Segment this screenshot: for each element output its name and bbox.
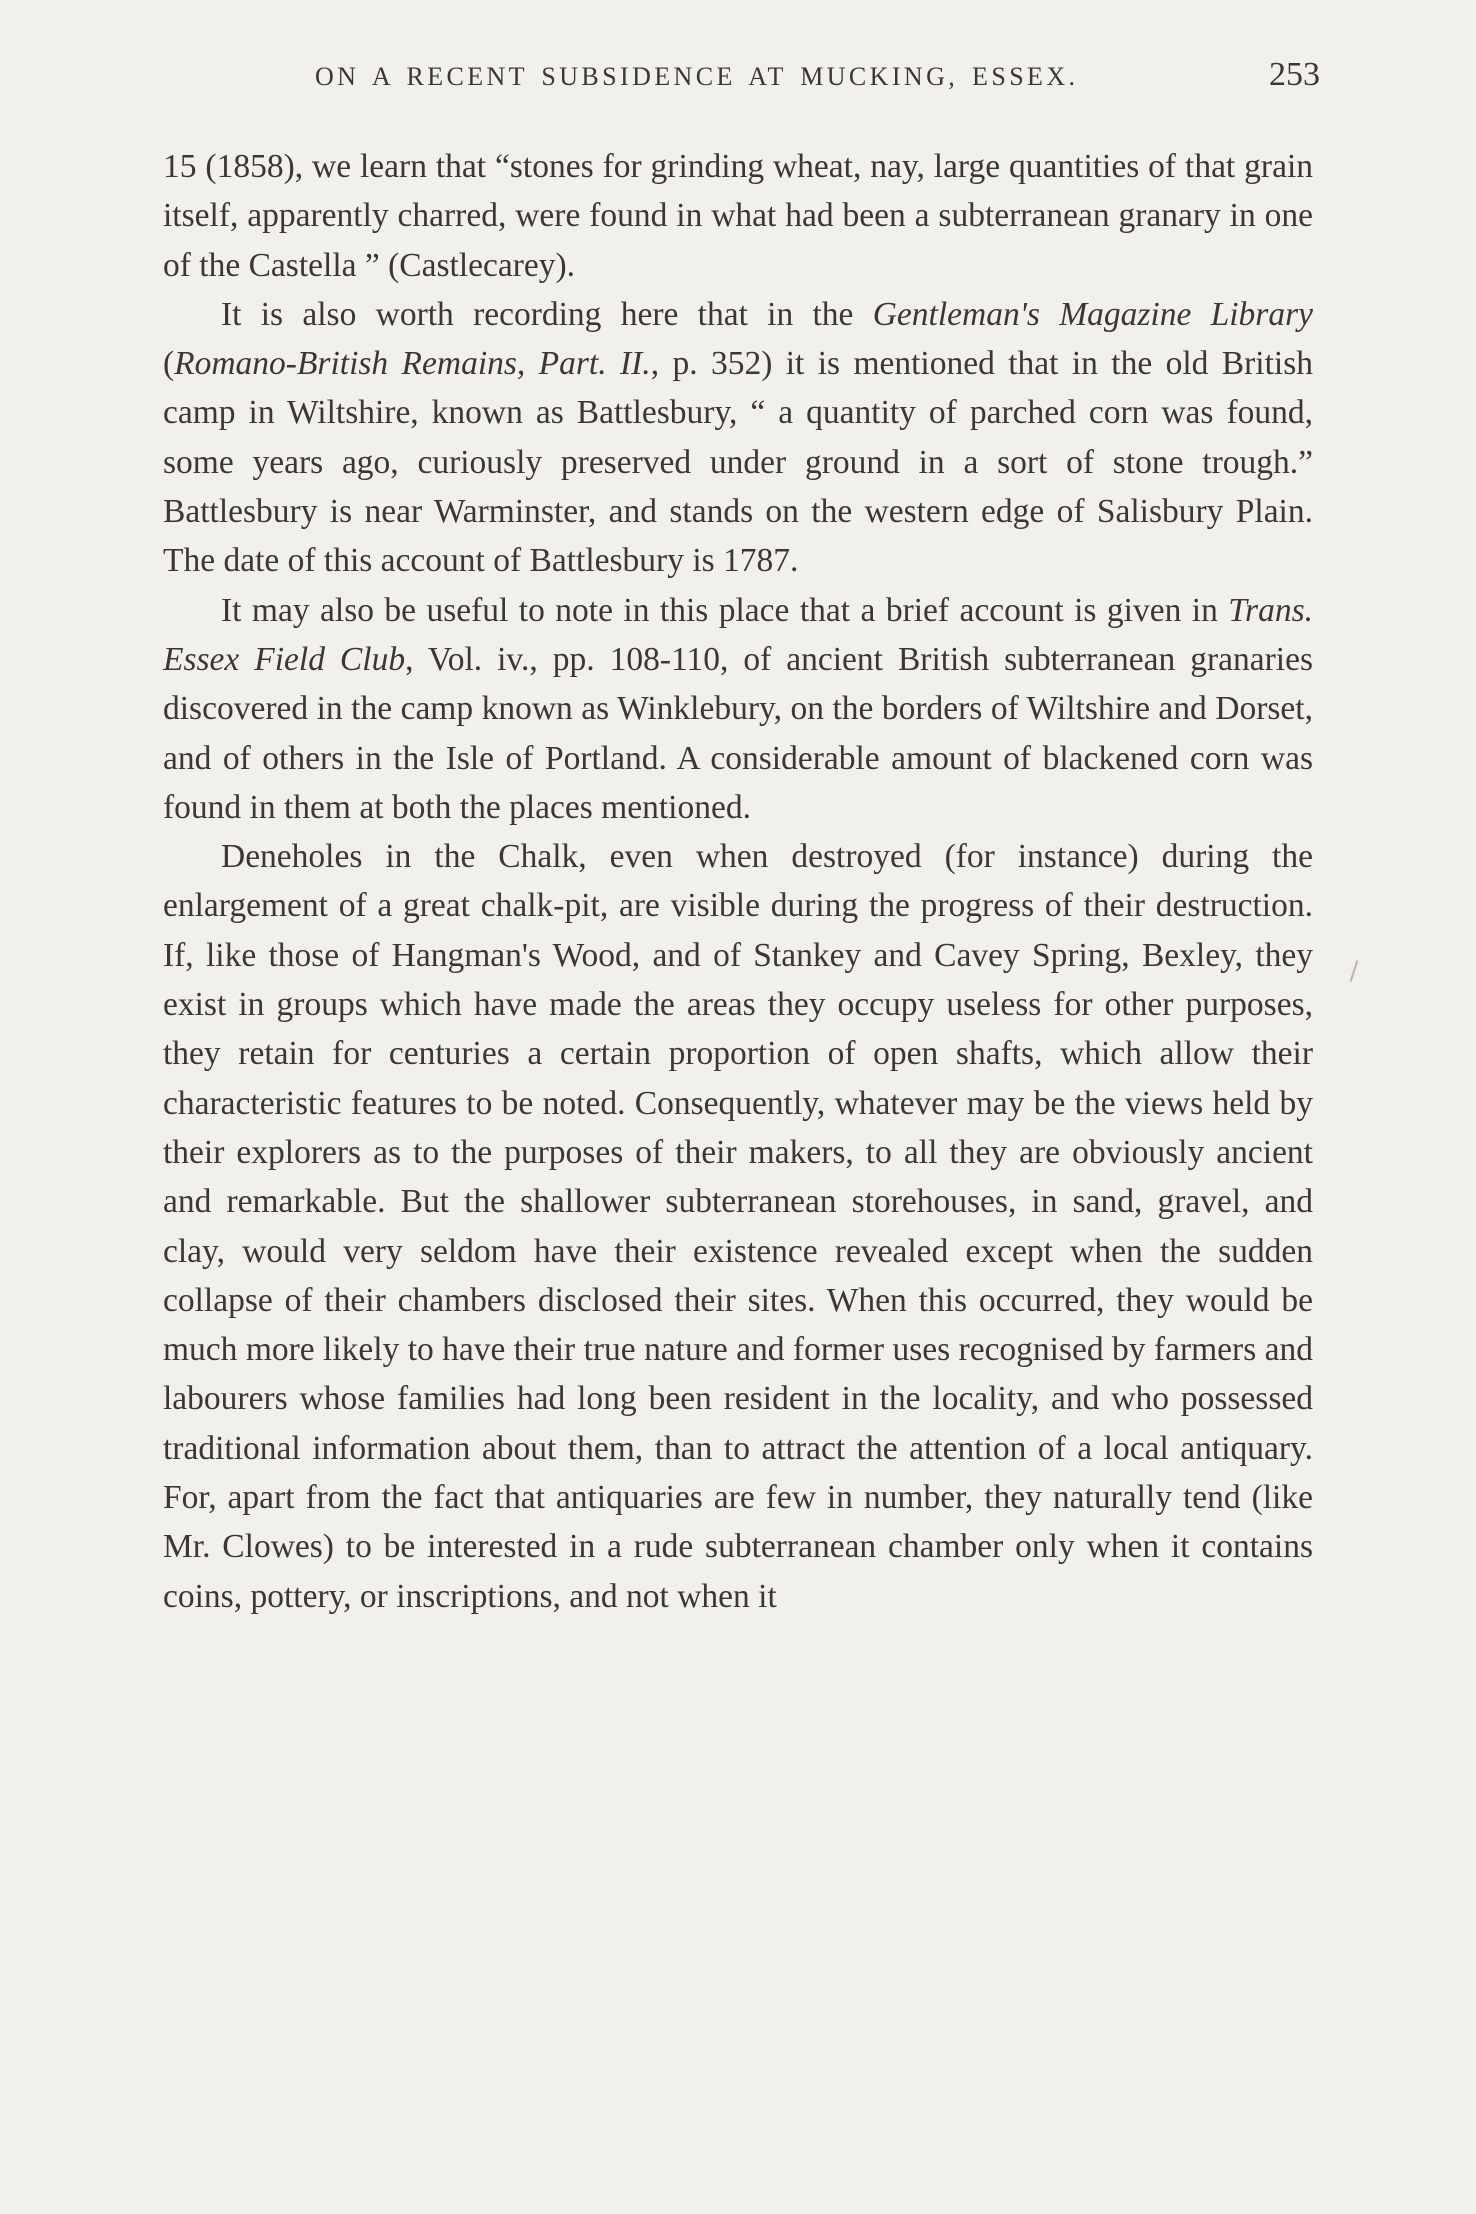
italic-title-trans-essex: Trans. Essex Field Club [163,591,1313,678]
paragraph-castlecarey [163,142,1313,290]
paragraph-text: It is also worth recording here that in the [221,295,873,333]
paragraph-text: It may also be useful to note in this place that a brief account is given in [221,591,1229,629]
margin-pencil-mark [1350,960,1359,982]
paragraph-text: , Vol. iv., pp. 108-110, of ancient British subterranean granaries discovered in the camp known as Winklebury, on the borders of Wiltshire and Dorset, and of others in the Isle of Portland. A considerable amount of blackened corn was found in them at both the places mentioned. [163,640,1314,826]
paragraph-text: ( [163,345,175,383]
running-head [160,56,1320,102]
paragraph-battlesbury [163,290,1313,586]
paragraph-deneholes [163,832,1313,1621]
italic-title-gentlemans-magazine: Gentleman's Magazine Library [872,295,1313,333]
page-number: 253 [1269,56,1320,93]
paragraph-text: Deneholes in the Chalk, even when destroyed (for instance) during the enlargement of a great chalk-pit, are visible during the progress of their destruction. If, like those of Hangman's Wood, and of Stankey and Cavey Spring, Bexley, they exist in groups which have made the areas they occupy useless for other purposes, they retain for centuries a certain proportion of open shafts, which allow their characteristic features to be noted. Consequently, whatever may be the views held by their explorers as to the purposes of their makers, to all they are obviously ancient and remarkable. But the shallower subterranean storehouses, in sand, gravel, and clay, would very seldom have their existence revealed except when the sudden collapse of their chambers disclosed their sites. When this occurred, they would be much more likely to have their true nature and former uses recognised by farmers and labourers whose families had long been resident in the locality, and who possessed traditional information about them, than to attract the attention of a local antiquary. For, apart from the fact that antiquaries are few in number, they naturally tend (like Mr. Clowes) to be interested in a rude subterranean chamber only when it contains coins, pottery, or inscriptions, and not when it [163,838,1313,1615]
paragraph-text: , p. 352) it is mentioned that in the old British camp in Wiltshire, known as Battlesbury, “ a quantity of parched corn was found, some years ago, curiously preserved under ground in a sort of stone trough.” Battlesbury is near Warminster, and stands on the western edge of Salisbury Plain. The date of this account of Battlesbury is 1787. [163,345,1313,580]
body-text [163,142,1313,1621]
paragraph-text: 15 (1858), we learn that “stones for grinding wheat, nay, large quantities of that grain itself, apparently charred, were found in what had been a subterranean granary in one of the Castella ” (Castlecarey). [163,148,1313,284]
paragraph-winklebury [163,586,1313,832]
italic-title-romano-british: Romano-British Remains, Part. II. [174,345,651,383]
running-title: ON A RECENT SUBSIDENCE AT MUCKING, ESSEX. [315,62,1079,91]
